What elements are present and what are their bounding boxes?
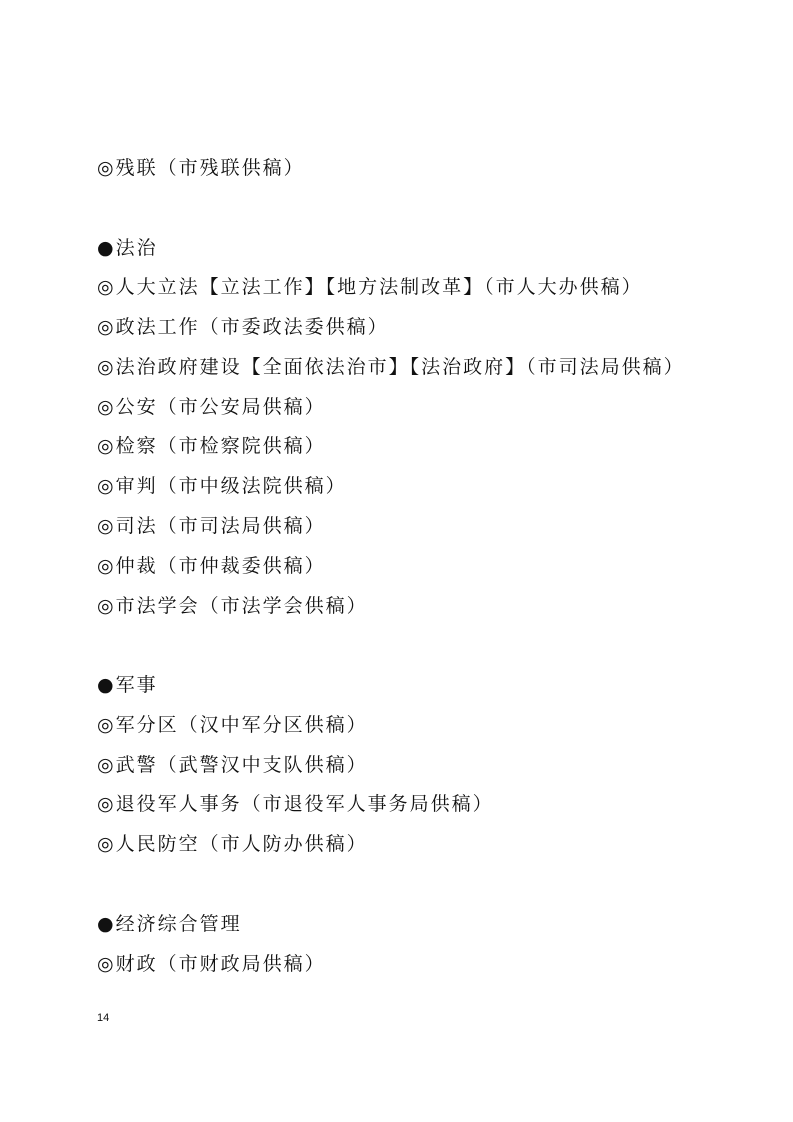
entry-public-security: ◎公安（市公安局供稿） [97, 396, 326, 418]
entry-political-legal-work: ◎政法工作（市委政法委供稿） [97, 316, 389, 338]
entry-law-society: ◎市法学会（市法学会供稿） [97, 595, 368, 617]
section-heading-rule-of-law: ●法治 [97, 237, 158, 259]
section-heading-economic-management: ●经济综合管理 [97, 913, 242, 935]
entry-law-based-government: ◎法治政府建设【全面依法治市】【法治政府】（市司法局供稿） [97, 356, 685, 378]
entry-justice: ◎司法（市司法局供稿） [97, 515, 326, 537]
entry-military-subdistrict: ◎军分区（汉中军分区供稿） [97, 714, 368, 736]
entry-armed-police: ◎武警（武警汉中支队供稿） [97, 754, 368, 776]
entry-veterans-affairs: ◎退役军人事务（市退役军人事务局供稿） [97, 793, 494, 815]
section-heading-military: ●军事 [97, 674, 158, 696]
entry-arbitration: ◎仲裁（市仲裁委供稿） [97, 555, 326, 577]
entry-trial: ◎审判（市中级法院供稿） [97, 475, 347, 497]
entry-procuratorate: ◎检察（市检察院供稿） [97, 435, 326, 457]
entry-disabled-persons-federation: ◎残联（市残联供稿） [97, 157, 305, 179]
page-number: 14 [97, 1012, 110, 1024]
entry-finance: ◎财政（市财政局供稿） [97, 953, 326, 975]
entry-civil-air-defense: ◎人民防空（市人防办供稿） [97, 833, 368, 855]
entry-npc-legislation: ◎人大立法【立法工作】【地方法制改革】（市人大办供稿） [97, 276, 643, 298]
